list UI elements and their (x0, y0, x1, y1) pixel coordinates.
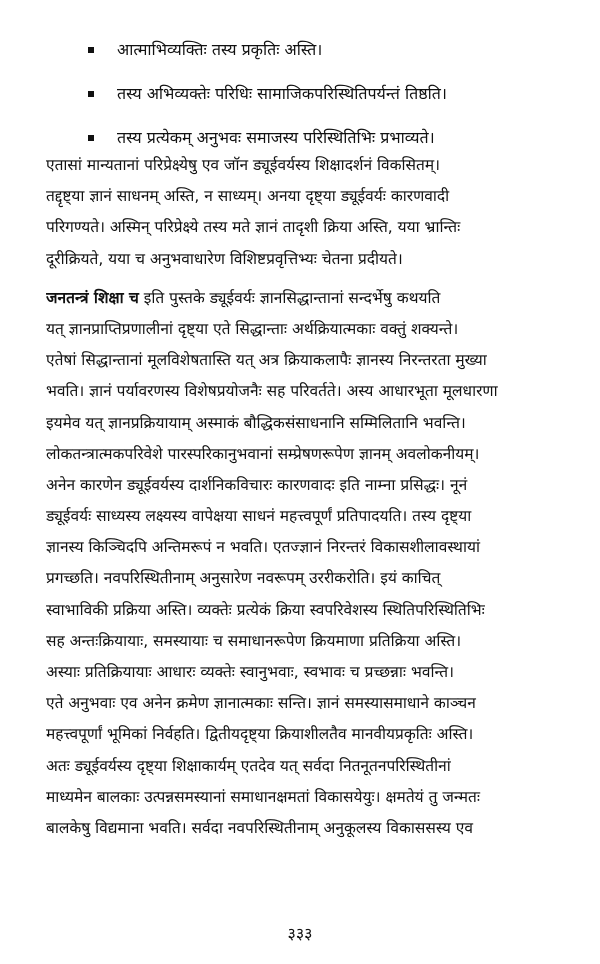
paragraph-1-line: तद्दृष्ट्या ज्ञानं साधनम् अस्ति, न साध्यम्। अनया दृष्ट्या ड्यूईवर्यः कारणवादी (46, 187, 450, 206)
paragraph-2-line: ज्ञानस्य किञ्चिदपि अन्तिमरूपं न भवति। एतज्ज्ञानं निरन्तरं विकासशीलावस्थायां (46, 538, 480, 557)
bullet-list (0, 28, 600, 160)
paragraph-2-line: स्वाभाविकी प्रक्रिया अस्ति। व्यक्तेः प्रत्येकं क्रिया स्वपरिवेशस्य स्थितिपरिस्थितिभिः (46, 600, 485, 619)
paragraph-2-first-line (46, 283, 566, 314)
paragraph-1-line: एतासां मान्यतानां परिप्रेक्ष्येषु एव जॉन ड्यूईवर्यस्य शिक्षादर्शनं विकसितम्। (46, 156, 440, 174)
paragraph-1-line: दूरीक्रियते, यया च अनुभवाधारेण विशिष्टप्रवृत्तिभ्यः चेतना प्रदीयते। (46, 249, 403, 268)
bullet-text: तस्य अभिव्यक्तेः परिधिः सामाजिकपरिस्थितिपर्यन्तं तिष्ठति। (117, 84, 447, 103)
paragraph-2-first-text: इति पुस्तके ड्यूईवर्यः ज्ञानसिद्धान्तानां सन्दर्भेषु कथयति (138, 288, 441, 307)
body-text (46, 150, 566, 844)
paragraph-1-line: परिगण्यते। अस्मिन् परिप्रेक्ष्ये तस्य मते ज्ञानं तादृशी क्रिया अस्ति, यया भ्रान्तिः (46, 218, 461, 237)
paragraph-2-line: ड्यूईवर्यः साध्यस्य लक्ष्यस्य वापेक्षया साधनं महत्त्वपूर्णं प्रतिपादयति। तस्य दृष्ट्या (46, 507, 472, 526)
bullet-item (0, 72, 600, 116)
page-number: ३३३ (287, 924, 313, 943)
paragraph-2-line: सह अन्तःक्रियायाः, समस्यायाः च समाधानरूपेण क्रियमाणा प्रतिक्रिया अस्ति। (46, 631, 462, 650)
bullet-text: आत्माभिव्यक्तिः तस्य प्रकृतिः अस्ति। (117, 40, 323, 59)
paragraph-2-line: यत् ज्ञानप्राप्तिप्रणालीनां दृष्ट्या एते सिद्धान्ताः अर्थक्रियात्मकाः वक्तुं शक्यन्ते। (46, 319, 459, 338)
bullet-item (0, 28, 600, 72)
paragraph-2-line: एते अनुभवाः एव अनेन क्रमेण ज्ञानात्मकाः सन्ति। ज्ञानं समस्यासमाधाने काञ्चन (46, 694, 476, 713)
paragraph-2-line: महत्त्वपूर्णां भूमिकां निर्वहति। द्वितीयदृष्ट्या क्रियाशीलतैव मानवीयप्रकृतिः अस्ति। (46, 725, 474, 744)
paragraph-gap (46, 275, 566, 283)
bullet-square-icon (88, 135, 94, 141)
paragraph-2-line: अतः ड्यूईवर्यस्य दृष्ट्या शिक्षाकार्यम् एतदेव यत् सर्वदा नितनूतनपरिस्थितीनां (46, 756, 451, 775)
paragraph-2-line: लोकतन्त्रात्मकपरिवेशे पारस्परिकानुभवानां सम्प्रेषणरूपेण ज्ञानम् अवलोकनीयम्। (46, 444, 480, 463)
paragraph-2-line: प्रगच्छति। नवपरिस्थितीनाम् अनुसारेण नवरूपम् उररीकरोति। इयं काचित् (46, 569, 441, 588)
bullet-square-icon (88, 91, 94, 97)
paragraph-2-line: इयमेव यत् ज्ञानप्रक्रियायाम् अस्माकं बौद्धिकसंसाधनानि सम्मिलितानि भवन्ति। (46, 413, 466, 432)
paragraph-2-line: भवति। ज्ञानं पर्यावरणस्य विशेषप्रयोजनैः सह परिवर्तते। अस्य आधारभूता मूलधारणा (46, 382, 498, 401)
book-title: जनतन्त्रं शिक्षा च (46, 288, 139, 307)
paragraph-2-line: अस्याः प्रतिक्रियायाः आधारः व्यक्तेः स्वानुभवाः, स्वभावः च प्रच्छन्नाः भवन्ति। (46, 663, 454, 681)
paragraph-2-line: एतेषां सिद्धान्तानां मूलविशेषतास्ति यत् अत्र क्रियाकलापैः ज्ञानस्य निरन्तरता मुख्या (46, 351, 487, 370)
paragraph-2-line: माध्यमेन बालकाः उत्पन्नसमस्यानां समाधानक्षमतां विकासयेयुः। क्षमतेयं तु जन्मतः (46, 787, 481, 806)
paragraph-2-line: अनेन कारणेन ड्यूईवर्यस्य दार्शनिकविचारः कारणवादः इति नाम्ना प्रसिद्धः। नूनं (46, 475, 468, 494)
bullet-text: तस्य प्रत्येकम् अनुभवः समाजस्य परिस्थितिभिः प्रभाव्यते। (117, 128, 435, 147)
bullet-square-icon (88, 47, 94, 53)
paragraph-2-line: बालकेषु विद्यमाना भवति। सर्वदा नवपरिस्थितीनाम् अनुकूलस्य विकाससस्य एव (46, 818, 473, 837)
